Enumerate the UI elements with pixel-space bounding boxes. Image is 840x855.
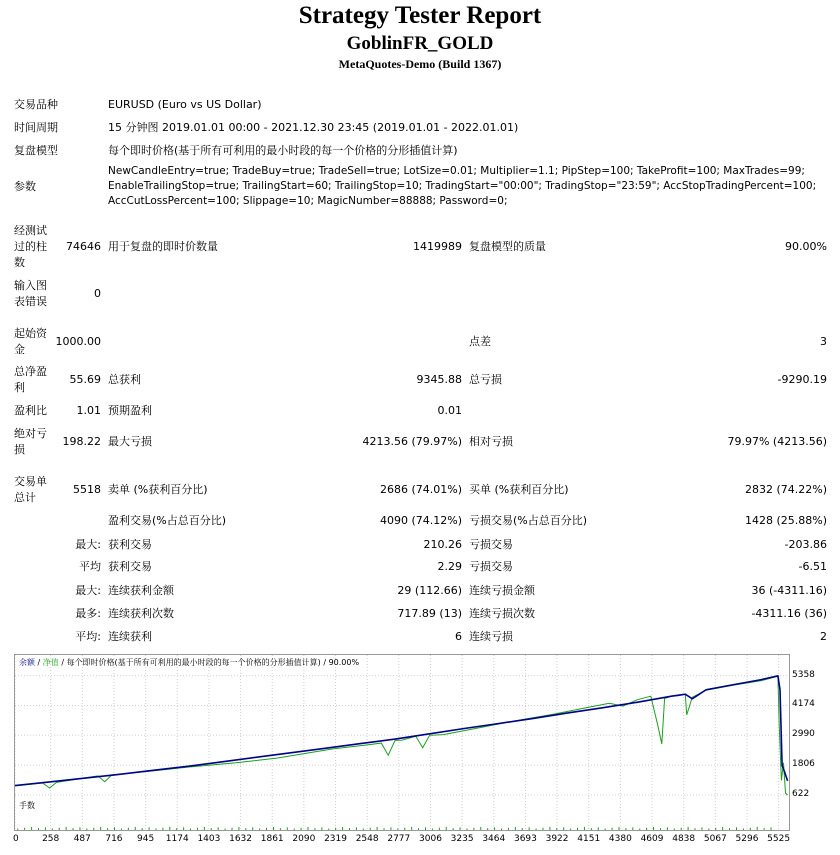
errors-value: 0 <box>94 287 101 300</box>
maxdd-label: 最大亏损 <box>108 435 152 448</box>
lots-label: 手数 <box>19 801 35 810</box>
balance-chart <box>14 654 790 800</box>
x-tick-label: 0 <box>13 834 19 844</box>
x-tick-label: 4609 <box>640 834 664 844</box>
x-tick-label: 4380 <box>608 834 632 844</box>
x-tick-label: 3922 <box>545 834 569 844</box>
short-value: 2686 (74.01%) <box>379 483 462 496</box>
netprofit-value: 55.69 <box>69 373 101 386</box>
avgcons-loss-label: 连续亏损 <box>469 630 513 643</box>
ea-name: GoblinFR_GOLD <box>346 33 494 54</box>
x-tick-label: 2319 <box>324 834 347 844</box>
avgcons-loss-value: 2 <box>820 630 827 643</box>
period-value: 15 分钟图 2019.01.01 00:00 - 2021.12.30 23:45 (2019.01.01 - 2022.01.01) <box>108 121 519 134</box>
absdd-label: 绝对亏损 <box>14 427 47 456</box>
lots-panel <box>14 798 790 831</box>
balance-chart-svg <box>15 655 789 799</box>
y-tick-label: 5358 <box>792 669 815 680</box>
avgcons-win-label: 连续获利 <box>108 630 152 643</box>
pf-value: 1.01 <box>76 404 101 417</box>
chart-vertical-grid <box>15 655 779 799</box>
win-label: 盈利交易(%占总百分比) <box>108 514 227 527</box>
lots-bars <box>18 827 771 830</box>
errors-label: 输入图表错误 <box>14 279 47 308</box>
bars-label: 经测试过的柱数 <box>14 224 47 269</box>
maxcons-win-value: 29 (112.66) <box>397 584 462 597</box>
reldd-label: 相对亏损 <box>469 435 513 448</box>
server-build: MetaQuotes-Demo (Build 1367) <box>338 57 502 71</box>
maxconsc-win-label: 连续获利次数 <box>108 607 174 620</box>
pf-label: 盈利比 <box>14 404 47 417</box>
deposit-label: 起始资金 <box>14 327 47 356</box>
equity-line <box>15 676 788 795</box>
y-tick-label: 1806 <box>792 759 815 770</box>
average-loss-value: -6.51 <box>798 560 827 573</box>
grossprofit-value: 9345.88 <box>416 373 462 386</box>
short-label: 卖单 (%获利百分比) <box>108 483 208 496</box>
x-tick-label: 3006 <box>419 834 442 844</box>
params-label: 参数 <box>14 180 36 193</box>
x-tick-label: 1174 <box>165 834 189 844</box>
maxconsc-loss-label: 连续亏损次数 <box>469 607 535 620</box>
lots-grid <box>15 798 779 830</box>
y-tick-label: 622 <box>792 789 810 799</box>
x-tick-label: 4151 <box>577 834 601 844</box>
reldd-value: 79.97% (4213.56) <box>727 435 827 448</box>
balance-line <box>15 676 788 786</box>
maxconsc-loss-value: -4311.16 (36) <box>751 607 827 620</box>
params-value: NewCandleEntry=true; TradeBuy=true; TradeSell=true; LotSize=0.01; Multiplier=1.1; PipStep=100; TakeProfit=100; MaxTrades=99; EnableTrailingStop=true; TrailingStart=60; TrailingStop=10; TradingStart="00:00"; TradingStop="23:59"; AccStopTradingPercent=100; AccCutLossPercent=100; Slippage=10; MagicNumber=88888; Password=0; <box>108 165 817 207</box>
maxconsc-win-value: 717.89 (13) <box>397 607 462 620</box>
symbol-label: 交易品种 <box>14 98 58 111</box>
long-value: 2832 (74.22%) <box>744 483 827 496</box>
average-win-value: 2.29 <box>437 560 462 573</box>
losstrades-label: 亏损交易(%占总百分比) <box>469 514 588 527</box>
legend-part-2: 净值 <box>42 658 59 667</box>
x-tick-label: 945 <box>137 834 155 844</box>
y-tick-label: 4174 <box>792 699 815 710</box>
grossloss-value: -9290.19 <box>777 373 827 386</box>
grossprofit-label: 总获利 <box>108 373 141 386</box>
ticks-value: 1419989 <box>413 240 462 253</box>
maxcons-label: 最大: <box>75 584 101 597</box>
payoff-value: 0.01 <box>437 404 462 417</box>
x-tick-label: 487 <box>73 834 91 844</box>
spread-value: 3 <box>820 335 827 348</box>
lots-chart-svg <box>15 798 789 830</box>
largest-win-label: 获利交易 <box>108 538 152 551</box>
legend-part-3: / 每个即时价格(基于所有可利用的最小时段的每一个价格的分形插值计算) / 90.00% <box>58 658 360 667</box>
payoff-label: 预期盈利 <box>108 404 152 417</box>
x-tick-label: 2090 <box>292 834 316 844</box>
x-tick-label: 1861 <box>260 834 284 844</box>
x-tick-label: 3235 <box>450 834 474 844</box>
period-label: 时间周期 <box>14 121 58 134</box>
legend-part-1: / <box>35 658 43 667</box>
avgcons-win-value: 6 <box>455 630 462 643</box>
model-label: 复盘模型 <box>14 144 58 157</box>
maxcons-loss-value: 36 (-4311.16) <box>751 584 827 597</box>
report-title: Strategy Tester Report <box>298 2 542 29</box>
absdd-value: 198.22 <box>62 435 101 448</box>
avgcons-label: 平均: <box>75 630 101 643</box>
x-tick-label: 5296 <box>735 834 759 844</box>
largest-win-value: 210.26 <box>423 538 462 551</box>
model-value: 每个即时价格(基于所有可利用的最小时段的每一个价格的分形插值计算) <box>108 144 458 157</box>
maxdd-value: 4213.56 (79.97%) <box>362 435 462 448</box>
largest-loss-label: 亏损交易 <box>469 538 513 551</box>
maxcons-loss-label: 连续亏损金额 <box>469 584 535 597</box>
grossloss-label: 总亏损 <box>469 373 502 386</box>
quality-value: 90.00% <box>785 240 827 253</box>
x-tick-label: 2777 <box>387 834 411 844</box>
chart-series <box>15 676 788 795</box>
largest-loss-value: -203.86 <box>784 538 827 551</box>
deposit-value: 1000.00 <box>55 335 101 348</box>
win-value: 4090 (74.12%) <box>379 514 462 527</box>
trades-value: 5518 <box>73 483 101 496</box>
maxcons-win-label: 连续获利金额 <box>108 584 174 597</box>
x-tick-label: 1632 <box>229 834 253 844</box>
legend-part-0: 余额 <box>19 658 35 667</box>
chart-horizontal-grid <box>15 676 789 795</box>
x-tick-label: 5067 <box>703 834 727 844</box>
spread-label: 点差 <box>469 335 491 348</box>
quality-label: 复盘模型的质量 <box>469 240 546 253</box>
average-win-label: 获利交易 <box>108 560 152 573</box>
x-tick-label: 3693 <box>513 834 537 844</box>
bars-value: 74646 <box>66 240 101 253</box>
x-tick-label: 5525 <box>767 834 791 844</box>
y-tick-label: 2990 <box>792 729 815 740</box>
x-tick-label: 4838 <box>672 834 696 844</box>
trades-label: 交易单总计 <box>14 475 47 504</box>
average-label: 平均 <box>79 560 101 573</box>
chart-legend <box>19 657 359 667</box>
x-tick-label: 716 <box>105 834 123 844</box>
x-tick-label: 258 <box>42 834 60 844</box>
x-tick-label: 2548 <box>355 834 379 844</box>
x-tick-label: 1403 <box>197 834 221 844</box>
average-loss-label: 亏损交易 <box>469 560 513 573</box>
long-label: 买单 (%获利百分比) <box>469 483 569 496</box>
losstrades-value: 1428 (25.88%) <box>744 514 827 527</box>
largest-label: 最大: <box>75 538 101 551</box>
x-tick-label: 3464 <box>482 834 506 844</box>
ticks-label: 用于复盘的即时价数量 <box>108 240 218 253</box>
maxconsc-label: 最多: <box>75 607 101 620</box>
symbol-value: EURUSD (Euro vs US Dollar) <box>108 98 262 111</box>
netprofit-label: 总净盈利 <box>14 365 47 394</box>
